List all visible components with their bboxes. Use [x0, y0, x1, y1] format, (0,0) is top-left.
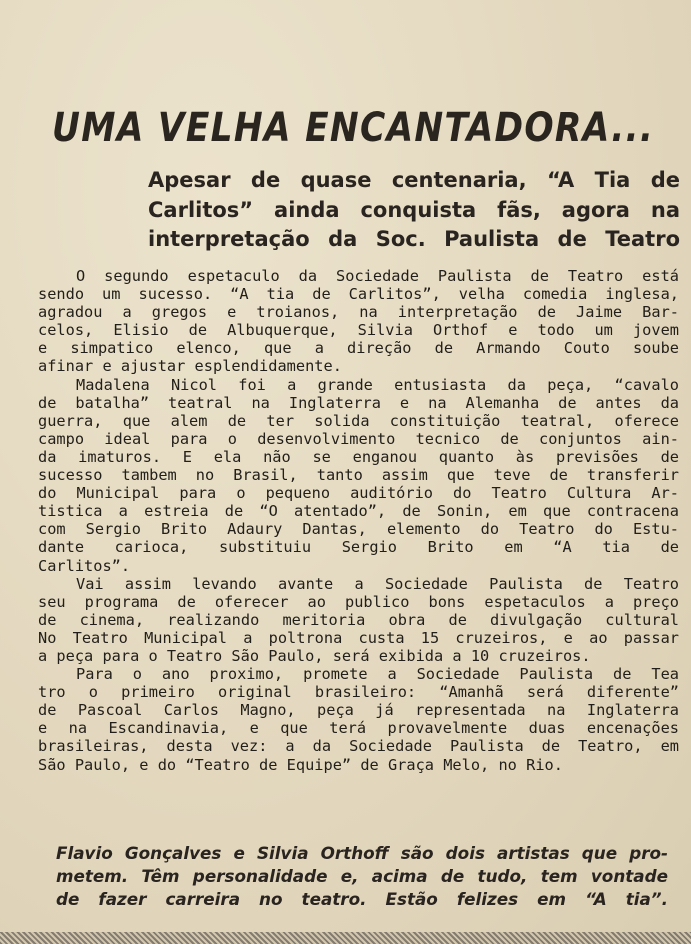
- article-line: celos, Elisio de Albuquerque, Silvia Orthof e todo um jovem: [38, 321, 679, 340]
- article-line: afinar e ajustar esplendidamente.: [38, 357, 342, 376]
- article-line: de cinema, realizando meritoria obra de divulgação cultural: [38, 610, 679, 629]
- article-line: sendo um sucesso. “A tia de Carlitos”, velha comedia inglesa,: [38, 285, 679, 304]
- article-line: brasileiras, desta vez: a da Sociedade Paulista de Teatro, em: [38, 737, 679, 756]
- article-line: O segundo espetaculo da Sociedade Paulista de Teatro está: [76, 267, 679, 285]
- article-line: Vai assim levando avante a Sociedade Paulista de Teatro: [76, 574, 679, 593]
- caption-line: metem. Têm personalidade e, acima de tudo, tem vontade: [56, 866, 668, 886]
- article-line: de Pascoal Carlos Magno, peça já representada na Inglaterra: [38, 701, 679, 720]
- bottom-border-pattern: [0, 932, 691, 944]
- article-line: Carlitos”.: [38, 556, 131, 575]
- article-line: No Teatro Municipal a poltrona custa 15 cruzeiros, e ao passar: [38, 628, 679, 647]
- article-line: de batalha” teatral na Inglaterra e na Alemanha de antes da: [38, 393, 679, 412]
- article-line: sucesso tambem no Brasil, tanto assim que teve de transferir: [38, 466, 679, 485]
- article-line: com Sergio Brito Adaury Dantas, elemento do Teatro do Estu-: [38, 520, 679, 539]
- article-line: e simpatico elenco, que a direção de Armando Couto soube: [38, 339, 679, 358]
- article-line: guerra, que alem de ter solida constituição teatral, oferece: [38, 411, 679, 430]
- headline: UMA VELHA ENCANTADORA...: [52, 105, 655, 151]
- article-line: tistica a estreia de “O atentado”, de Sonin, em que contracena: [38, 502, 679, 521]
- article-line: campo ideal para o desenvolvimento tecnico de conjuntos ain-: [38, 429, 679, 448]
- article-line: a peça para o Teatro São Paulo, será exibida a 10 cruzeiros.: [38, 646, 591, 665]
- caption-line: Flavio Gonçalves e Silvia Orthoff são dois artistas que pro-: [56, 843, 668, 863]
- article-line: seu programa de oferecer ao publico bons espetaculos a preço: [38, 592, 679, 611]
- article-line: da imaturos. E ela não se enganou quanto às previsões de: [38, 447, 679, 466]
- subheadline: Apesar de quase centenaria, “A Tia de Carlitos” ainda conquista fãs, agora na interpretação da Soc. Paulista de Teatro: [148, 168, 680, 251]
- article-body: [38, 267, 679, 774]
- article-line: dante carioca, substituiu Sergio Brito em “A tia de: [38, 538, 679, 557]
- article-line: do Municipal para o pequeno auditório do Teatro Cultura Ar-: [38, 484, 679, 503]
- article-line: Madalena Nicol foi a grande entusiasta da peça, “cavalo: [76, 375, 679, 394]
- caption-line: de fazer carreira no teatro. Estão felizes em “A tia”.: [56, 889, 668, 909]
- article-line: tro o primeiro original brasileiro: “Amanhã será diferente”: [38, 683, 679, 702]
- photo-caption: [56, 842, 668, 911]
- article-line: São Paulo, e do “Teatro de Equipe” de Graça Melo, no Rio.: [38, 755, 563, 774]
- article-line: agradou a gregos e troianos, na interpretação de Jaime Bar-: [38, 303, 679, 322]
- article-line: e na Escandinavia, e que terá provavelmente duas encenações: [38, 719, 679, 738]
- article-line: Para o ano proximo, promete a Sociedade Paulista de Tea: [76, 665, 679, 684]
